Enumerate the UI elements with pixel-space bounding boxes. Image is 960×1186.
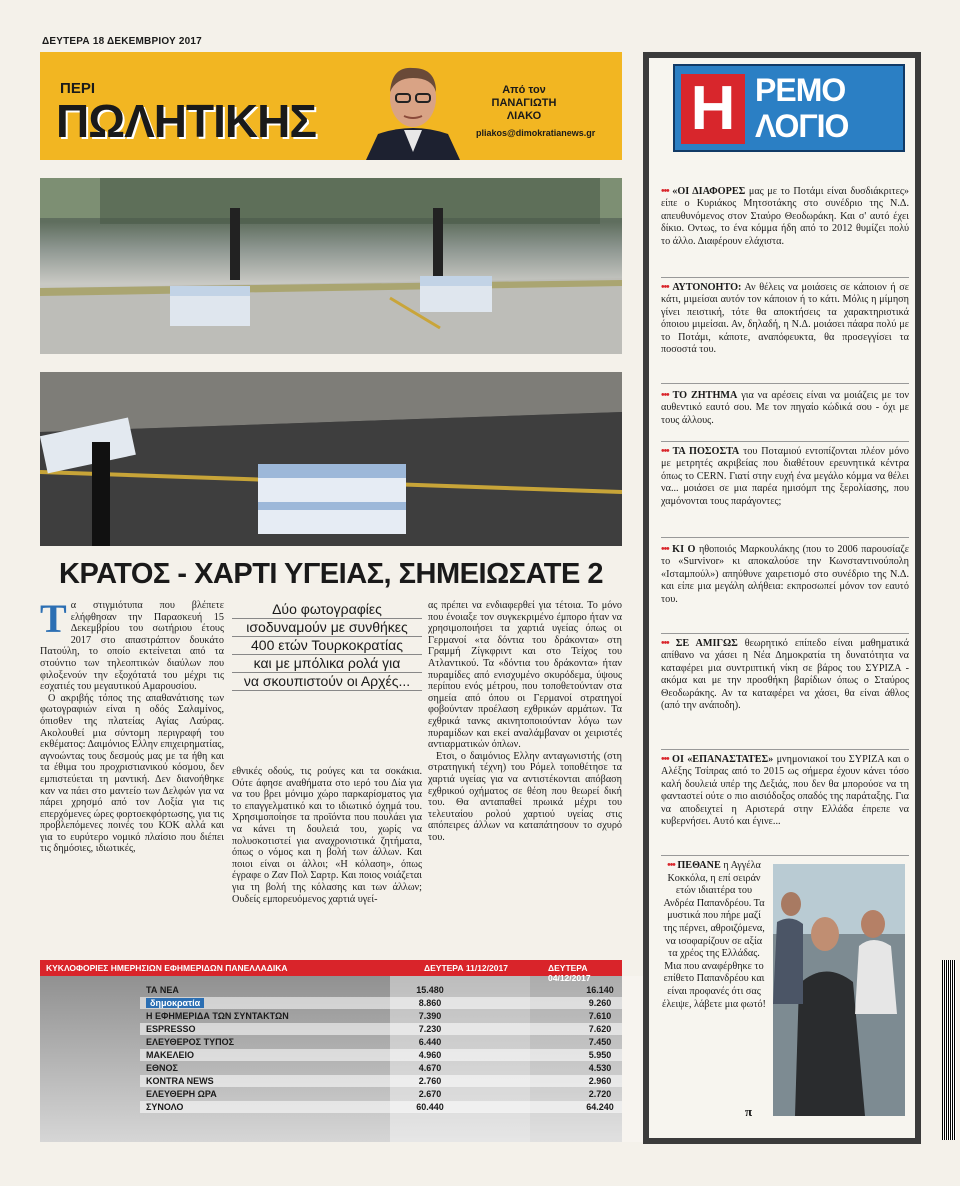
article-paragraph: εθνικές οδούς, τις ρούγες και τα σοκάκια. Ούτε άφησε αναθήματα στο ιερό του Δία για να του βρει μόνιμο χώρο παρκαρίσματος για το επαγγελματικό και το ιδιωτικό όχημά του. Χρησιμοποίησε τα προϊόντα που πουλάει για να κάνει τη δουλειά του, χωρίς να πολυσκοτιστεί για αναχρονιστικά ζητήματα, όπως ο νόμος και η βολή των άλλων. Και ποιοι είναι οι άλλοι; «Η κόλαση», όπως έγραφε ο Ζαν Πολ Σαρτρ. Και ποιος νοιάζεται για τη βολή της κόλασης και των άλλων; Ουδείς εμπορευόμενος χαρτιά υγεί- [232, 766, 422, 905]
item-text: για να αρέσεις είναι να μοιάζεις με τον αυθεντικό εαυτό σου. Με τον πηγαίο κώδικά σου - όχι με τους άλλους. [661, 390, 910, 426]
article-column-3 [428, 600, 622, 843]
table-col2-header: ΔΕΥΤΕΡΑ 04/12/2017 [548, 963, 591, 983]
row-value-2: 7.610 [588, 1011, 612, 1021]
byline-line1: Από τον [502, 84, 546, 96]
item-lead: «ΟΙ ΔΙΑΦΟΡΕΣ [672, 186, 746, 197]
logo-letter: Η [681, 74, 745, 144]
table-col1-header: ΔΕΥΤΕΡΑ 11/12/2017 [424, 963, 508, 973]
bullet-icon: ••• [661, 282, 669, 293]
sidebar-item [661, 390, 909, 442]
bullet-icon: ••• [661, 390, 669, 401]
row-name: δημοκρατία [146, 998, 204, 1008]
author-email[interactable]: pliakos@dimokratianews.gr [476, 128, 596, 138]
bullet-icon: ••• [661, 638, 669, 649]
byline-line3: ΛΙΑΚΟ [506, 110, 542, 122]
table-row [140, 1088, 622, 1100]
row-value-1: 60.440 [416, 1102, 444, 1112]
item-text: μας με το Ποτάμι είναι δυσδιάκριτες» είπε ο Κυριάκος Μητσοτάκης στο συνέδριο της Ν.Δ. απευθυνόμενος στον Σταύρο Θεοδωράκη. Και σ' αυτό έχει δίκιο. Οντως, το ένα κόμμα ήδη από το 2012 θυμίζει πολύ το άλλο. Διαφέρουν ελάχιστα. [661, 186, 909, 247]
sidebar-photo [773, 864, 905, 1116]
barcode [942, 960, 956, 1140]
article-paragraph: α στιγμιότυπα που βλέπετε ελήφθησαν την Παρασκευή 15 Δεκεμβρίου του σωτήριου έτους 2017 στο απαστράπτον δουκάτο Πατούλη, το οποίο εκτείνεται από τα στούντιο των τηλεοπτικών διαύλων που φιλοξενούν την εξοχότατά του μέχρι τις εσχατιές του μεγαυτικού Αμαρουσίου. [40, 600, 224, 693]
item-text: θεωρητικό επίπεδο είναι μαθηματικά απίθανο να χάσει η Νέα Δημοκρατία τη δυνατότητα να καταφέρει μια συντριπτική νίκη σε βάρος του ΣΥΡΙΖΑ - ακόμα και με την προσθήκη βαρίδιων όπως ο Σταύρος Θεοδωράκης. Αν τα καταφέρει να χάσει, θα είναι άθλος (από την ανάποδη). [661, 638, 909, 712]
photo-parking-1 [40, 178, 622, 354]
table-header [40, 960, 622, 983]
bullet-icon: ••• [661, 186, 669, 197]
item-lead: ΠΕΘΑΝΕ [677, 860, 721, 871]
row-name: ΕΘΝΟΣ [146, 1063, 178, 1073]
pull-quote [232, 601, 422, 691]
logo-word-2: ΛΟΓΙΟ [755, 108, 849, 144]
pull-quote-line: να σκουπιστούν οι Αρχές... [232, 673, 422, 691]
row-value-2: 64.240 [586, 1102, 614, 1112]
item-lead: ΤΑ ΠΟΣΟΣΤΑ [672, 446, 740, 457]
pull-quote-line: Δύο φωτογραφίες [232, 601, 422, 619]
photo-parking-2 [40, 372, 622, 546]
article-paragraph: Ο ακριβής τόπος της απαθανάτισης των φωτογραφιών είναι η οδός Σαλαμίνος, όπισθεν της πλατείας Αγίας Λαύρας. Ακολουθεί μια σύντομη περιγραφή του εκθέματος: Δαιμόνιος Ελλην επιχειρηματίας, αγνοώντας τους δεσμούς μας με τα ήθη και τα έθιμα του προχριστιανικού κόσμου, δεν εμπιστεύεται τη μαντική. Δεν διανοήθηκε καν να πάει στο μαντείο των Δελφών για να πάρει χρησμό από τον Λοξία για τις επερχόμενες ώρες φορτοεκφόρτωσης, για τις προβλεπόμενες ποινές του ΚΟΚ αλλά και για το ευρύτερο νομικό πλαίσιο που διέπει τις δημόσιες, ιδιωτικές, [40, 692, 224, 855]
sidebar-item [661, 638, 909, 750]
column-peri: ΠΕΡΙ [60, 80, 96, 97]
table-title: ΚΥΚΛΟΦΟΡΙΕΣ ΗΜΕΡΗΣΙΩΝ ΕΦΗΜΕΡΙΔΩΝ ΠΑΝΕΛΛΑΔΙΚΑ [46, 963, 288, 973]
row-value-1: 7.230 [418, 1024, 442, 1034]
item-text: ηθοποιός Μαρκουλάκης (που το 2006 παρουσίαζε το «Survivor» κι αποκαλούσε την Κωνσταντινούπολη «Ισταμπούλ») απηύθυνε χαιρετισμό στο συνέδριο της Ν.Δ. και είπε μια μεγάλη αλήθεια: εκπροσωπεί μόνον τον εαυτό του. [661, 544, 909, 605]
row-name: Η ΕΦΗΜΕΡΙΔΑ ΤΩΝ ΣΥΝΤΑΚΤΩΝ [146, 1011, 289, 1021]
bullet-icon: ••• [661, 446, 669, 457]
row-value-2: 9.260 [588, 998, 612, 1008]
row-value-1: 7.390 [418, 1011, 442, 1021]
sidebar-remologio [643, 52, 921, 1144]
row-value-1: 8.860 [418, 998, 442, 1008]
byline [476, 84, 596, 140]
dropcap: Τ [40, 596, 67, 641]
sidebar-item [661, 544, 909, 634]
bullet-icon: ••• [661, 544, 669, 555]
row-value-1: 2.760 [418, 1076, 442, 1086]
row-value-1: 4.960 [418, 1050, 442, 1060]
remologio-logo [673, 64, 905, 152]
article-headline: ΚΡΑΤΟΣ - ΧΑΡΤΙ ΥΓΕΙΑΣ, ΣΗΜΕΙΩΣΑΤΕ 2 [59, 558, 603, 590]
row-value-1: 2.670 [418, 1089, 442, 1099]
pull-quote-line: 400 ετών Τουρκοκρατίας [232, 637, 422, 655]
row-value-2: 7.450 [588, 1037, 612, 1047]
item-lead: ΟΙ «ΕΠΑΝΑΣΤΑΤΕΣ» [672, 754, 774, 765]
author-portrait [358, 56, 468, 160]
row-name: ΜΑΚΕΛΕΙΟ [146, 1050, 195, 1060]
sidebar-item [661, 754, 909, 856]
sidebar-item-obituary [661, 860, 767, 1011]
pull-quote-line: ισοδυναμούν με συνθήκες [232, 619, 422, 637]
table-row [140, 1075, 622, 1087]
table-row-total [140, 1101, 622, 1113]
logo-word-1: ΡΕΜΟ [755, 72, 846, 108]
table-row [140, 1010, 622, 1022]
column-title: ΠΩΛΗΤΙΚΗΣ [56, 95, 316, 147]
item-text: Αν θέλεις να μοιάσεις σε κάποιον ή σε κάτι, μιμείσαι αυτόν τον κάποιον ή το κάτι. Μόλις η μίμηση γίνει πειστική, τότε θα αποκτήσεις τα χαρακτηριστικά όποιου μιμείσαι. Αν, δηλαδή, η Ν.Δ. μοιάσει πάαρα πολύ με το Ποτάμι, κάποτε, αναπόφευκτα, θα προσεγγίσει τα ποσοστά του. [661, 282, 910, 356]
row-name: ΕΛΕΥΘΕΡΟΣ ΤΥΠΟΣ [146, 1037, 234, 1047]
bullet-icon: ••• [661, 754, 669, 765]
article-paragraph: ας πρέπει να ενδιαφερθεί για τέτοια. Το μόνο που ένοιαξε τον συγκεκριμένο έμπορο ήταν να χρησιμοποιήσει τα χαρτιά υγείας όπως οι Γερμανοί «τα δόντια του δράκοντα» στη Γραμμή Ζίγκφριντ και στο Τείχος του Ατλαντικού. Τα «δόντια του δράκοντα» ήταν πυραμίδες από ενισχυμένο σκυρόδεμα, ύψους περίπου ενός μέτρου, που τοποθετούνταν στα σημεία από όπου οι Γερμανοί στρατηγοί φοβούνταν προέλαση εχθρικών αρμάτων. Τα εχθρικά τανκς ακινητοποιούνταν λόγω των πυραμίδων και εκεί αναλάμβαναν οι χειριστές αντιαρματικών όπλων. [428, 600, 622, 751]
row-value-2: 16.140 [586, 985, 614, 995]
dateline: ΔΕΥΤΕΡΑ 18 ΔΕΚΕΜΒΡΙΟΥ 2017 [42, 36, 202, 47]
table-row [140, 1062, 622, 1074]
table-row [140, 1036, 622, 1048]
circulation-table [40, 960, 622, 1142]
bullet-icon: ••• [667, 860, 675, 871]
row-value-2: 4.530 [588, 1063, 612, 1073]
item-lead: ΚΙ Ο [672, 544, 696, 555]
item-text: του Ποταμιού εντοπίζονται πλέον μόνο με μετρητές ακριβείας που διαθέτουν ερευνητικά κέντρα όπως το CERN. Γιατί στην ευχή ένα μεγάλο κόμμα να θέλει να... μοιάσει σε μια παρέα ημισόμπ της ξερολίασης, που χαμόνονται τους παράγοντες; [661, 446, 909, 507]
column-header [40, 52, 622, 160]
article-column-2 [232, 766, 422, 905]
table-row [140, 1023, 622, 1035]
row-value-1: 6.440 [418, 1037, 442, 1047]
table-row [140, 984, 622, 996]
row-value-2: 2.720 [588, 1089, 612, 1099]
row-name: ΤΑ ΝΕΑ [146, 985, 179, 995]
sidebar-item [661, 186, 909, 278]
author-signature: π [745, 1104, 753, 1119]
article-paragraph: Ετσι, ο δαιμόνιος Ελλην ανταγωνιστής (στη στρατηγική τέχνη) του Ρόμελ τοποθέτησε τα χαρτιά υγείας για να αντιστέκονται απόβαση εχθρικού οχήματος σε θέση που θεωρεί δική του. Θα ανταπαθεί πρωικά μέχρι του τελευταίου ρολού χαρτιού υγείας στις απόπειρες άλλων να καταπάτησουν το σχυρό του. [428, 750, 622, 843]
item-lead: ΑΥΤΟΝΟΗΤΟ: [672, 282, 742, 293]
item-lead: ΤΟ ΖΗΤΗΜΑ [672, 390, 738, 401]
pull-quote-line: και με μπόλικα ρολά για [232, 655, 422, 673]
item-text: η Αγγέλα Κοκκόλα, η επί σειράν ετών ιδιαιτέρα του Ανδρέα Παπανδρέου. Τα μυστικά που πήρε μαζί της πέρνει, αθροιζόμενα, να ισοφαρίζουν σε αξία τα χρέος της Ελλάδας. Μια που αναφέρθηκε το επίθετο Παπανδρέου και είναι προφανές ότι σας έλειψε, λάβετε μια φωτό! [662, 860, 766, 1010]
row-name: ΕΛΕΥΘΕΡΗ ΩΡΑ [146, 1089, 217, 1099]
article-column-1 [40, 596, 224, 855]
sidebar-item [661, 446, 909, 538]
byline-line2: ΠΑΝΑΓΙΩΤΗ [491, 97, 557, 109]
item-lead: ΣΕ ΑΜΙΓΩΣ [675, 638, 738, 649]
sidebar-item [661, 282, 909, 384]
item-text: μνημονιακοί του ΣΥΡΙΖΑ και ο Αλέξης Τσίπρας από το 2015 ως σήμερα έχουν κάνει τόσο καλή δουλειά υπέρ της Δεξιάς, που δεν θα μπορούσε να τη φανταστεί ούτε ο πιο αισιόδοξος οπαδός της παράταξης. Για να αποδειχτεί η Αριστερά στην Ελλάδα έπρεπε να κυβερνήσει. Αυτό και έγινε... [661, 754, 909, 828]
row-name: KONTRA NEWS [146, 1076, 214, 1086]
row-value-1: 15.480 [416, 985, 444, 995]
row-value-2: 7.620 [588, 1024, 612, 1034]
row-value-1: 4.670 [418, 1063, 442, 1073]
table-row [140, 997, 622, 1009]
row-value-2: 5.950 [588, 1050, 612, 1060]
row-name: ESPRESSO [146, 1024, 196, 1034]
row-name: ΣΥΝΟΛΟ [146, 1102, 184, 1112]
row-value-2: 2.960 [588, 1076, 612, 1086]
table-row [140, 1049, 622, 1061]
